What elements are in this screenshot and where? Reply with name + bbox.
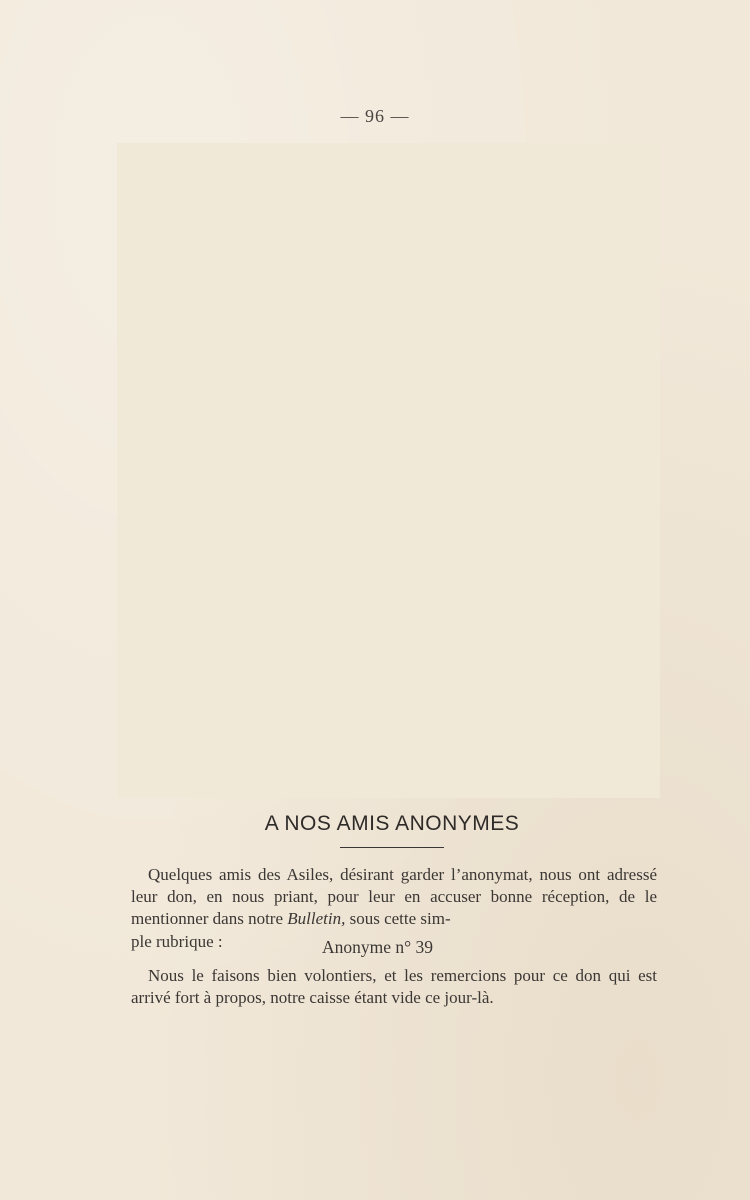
title-underline-rule: [340, 847, 444, 848]
rubric-value: Anonyme n° 39: [322, 937, 434, 957]
paragraph-1: [131, 864, 657, 930]
illustration-plate: [117, 143, 660, 798]
page-number: — 96 —: [340, 106, 410, 126]
paragraph-2: Nous le faisons bien volontiers, et les remercions pour ce don qui est arrivé fort à propos, notre caisse étant vide ce jour-là.: [131, 966, 657, 1007]
paragraph-1-text: Quelques amis des Asiles, désirant garder l’anonymat, nous ont adressé leur don, en nous priant, pour leur en accuser bonne réception, de le mentionner dans notre: [131, 865, 657, 928]
article-title: A NOS AMIS ANONYMES: [264, 812, 520, 835]
paragraph-1-end: sous cette sim-: [345, 909, 451, 928]
bulletin-title: Bulletin,: [287, 909, 346, 928]
rubric-label: ple rubrique :: [131, 932, 223, 951]
